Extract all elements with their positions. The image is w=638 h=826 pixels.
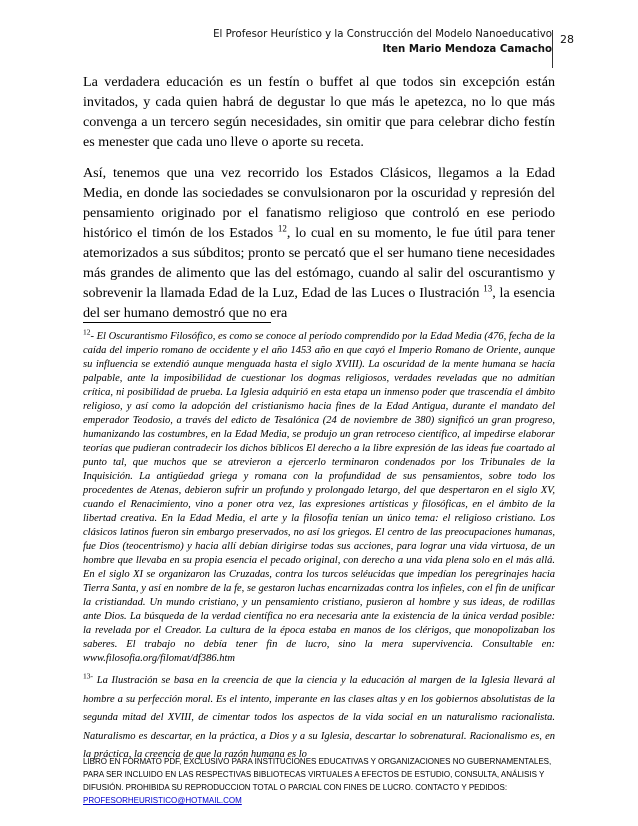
book-title: El Profesor Heurístico y la Construcción del Modelo Nanoeducativo xyxy=(213,29,552,40)
body-text xyxy=(83,72,555,334)
contact-email-link[interactable]: PROFESORHEURISTICO@HOTMAIL.COM xyxy=(83,796,242,805)
header-divider xyxy=(552,30,553,68)
footnotes xyxy=(83,327,555,771)
footnote-13 xyxy=(83,672,555,765)
footnote-12-text: - El Oscurantismo Filosófico, es como se conoce al período comprendido por la Edad Media (476, fecha de la caída del imperio romano de occidente y el año 1453 año en que cayó el Imperio Romano de Oriente, aunque su influencia se extendió aunque menguada hasta el siglo XVIII). La oscuridad de la mente humana se hacía palpable, ante la imposibilidad de cuestionar los dogmas religiosos, verdades reveladas que no admitían crítica, ni posibilidad de prueba. La Iglesia adquirió en esta etapa un inmenso poder que trascendía el ámbito religioso, y así como la adopción del cristianismo hacia fines de la Edad Antigua, durante el mandato del emperador Teodosio, a través del edicto de Tesalónica (24 de noviembre de 380) significó un gran progreso, humanizando las costumbres, en la Edad Media, se produjo un gran retroceso científico, al impedirse elaborar teorías que pudieran contradecir los dichos bíblicos El derecho a la libre expresión de las ideas fue coartado al punto tal, que muchos que se atrevieron a ejercerlo terminaron condenados por los Tribunales de la Inquisición. La antigüedad griega y romana con la profundidad de sus pensamientos, sobre todo los procedentes de Atenas, debieron sufrir un profundo y prolongado letargo, del que despertaron en el siglo XV, cuando el Renacimiento, vino a poner otra vez, las expresiones artísticas y filosóficas, en el ámbito de la libertad creativa. En la Edad Media, el arte y la filosofía tenían un único tema: el religioso cristiano. Los clásicos latinos fueron sin embargo preservados, no así los griegos. El centro de las preocupaciones humanas, fue Dios (teocentrismo) y hacia allí debían dirigirse todas sus acciones, para lograr una vida virtuosa, de un hombre que llevaba en su propia esencia el pecado original, con derecho a una vida plena solo en el más allá. En el siglo XI se organizaron las Cruzadas, contra los turcos seléucidas que impedían los peregrinajes hacia Tierra Santa, y así en nombre de la fe, se gestaron luchas encarnizadas contra los infieles, con el fin de unificar la cristiandad. Un mundo cristiano, y un pensamiento cristiano, pusieron al hombre y sus ideas, de rodillas ante Dios. La búsqueda de la verdad científica no era necesaria ante la existencia de la única verdad posible: la revelada por el Creador. La cultura de la época estaba en manos de los clérigos, que monopolizaban los saberes. El trabajo no debía tener fin de lucro, sino la mera supervivencia. Consultable en: www.filosofia.org/filomat/df386.htm xyxy=(83,331,555,664)
footer-notice: LIBRO EN FORMATO PDF, EXCLUSIVO PARA INSTITUCIONES EDUCATIVAS Y ORGANIZACIONES NO GUBERNAMENTALES, PARA SER INCLUIDO EN LAS RESPECTIVAS BIBLIOTECAS VIRTUALES A EFECTOS DE ESTUDIO, CONSULTA, ANÁLISIS Y DIFUSIÓN. PROHIBIDA SU REPRODUCCION TOTAL O PARCIAL CON FINES DE LUCRO. CONTACTO Y PEDIDOS: xyxy=(83,757,552,792)
footnote-12-marker: 12 xyxy=(83,327,91,337)
footnote-ref-13: 13 xyxy=(483,283,493,294)
footnote-12 xyxy=(83,327,555,666)
author-name: Iten Mario Mendoza Camacho xyxy=(382,44,552,55)
footnote-ref-12: 12 xyxy=(277,223,287,234)
page-header xyxy=(0,27,552,57)
paragraph-1: La verdadera educación es un festín o buffet al que todos sin excepción están invitados, y cada quien habrá de degustar lo que más le apetezca, no lo que más convenga a un tercero según necesidades, sin omitir que para celebrar dicho festín es menester que cada uno lleve o aporte su receta. xyxy=(83,74,555,150)
page-footer xyxy=(83,755,555,807)
paragraph-2 xyxy=(83,163,555,323)
footnote-13-text: La Ilustración se basa en la creencia de que la ciencia y la educación al margen de la Iglesia llevará al hombre a su perfección moral. Es el intento, imperante en las clases altas y en los gobiernos absolutistas de la segunda mitad del XVIII, de cimentar todos los aspectos de la vida social en un naturalismo racionalista. Naturalismo es descartar, en la práctica, a Dios y a su Iglesia, descartar lo sobrenatural. Racionalismo es, en la práctica, la creencia de que la razón humana es lo xyxy=(83,675,555,760)
paragraph-2-part-b: , lo cual en su momento, le fue útil para tener atemorizados a sus súbditos; pronto se percató que el ser humano tiene necesidades más grandes de alimento que las del estómago, cuando al salir del oscurantismo y sobrevenir la llamada Edad de la Luz, Edad de las Luces o Ilustración xyxy=(83,225,555,301)
paragraph-2-part-a: Así, tenemos que una vez recorrido los Estados Clásicos, llegamos a la Edad Media, en donde las sociedades se convulsionaron por la oscuridad y represión del pensamiento originado por el fanatismo religioso que controló en ese periodo histórico el timón de los Estados xyxy=(83,165,555,241)
paragraph-2-part-c: , la esencia del ser humano demostró que no era xyxy=(83,285,555,321)
footnote-separator xyxy=(83,322,271,323)
page-number: 28 xyxy=(560,33,574,46)
footnote-13-marker: 13- xyxy=(83,671,93,681)
